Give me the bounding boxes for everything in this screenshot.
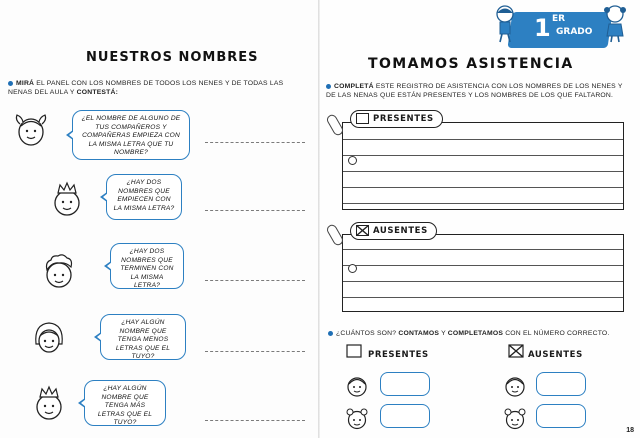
answer-line-4[interactable] — [205, 351, 305, 352]
binder-hole — [348, 264, 357, 273]
answer-line-2[interactable] — [205, 210, 305, 211]
count-absent-label: AUSENTES — [528, 350, 583, 360]
present-boys-count-box[interactable] — [380, 372, 430, 396]
sheet-line — [343, 187, 623, 188]
boy-face-icon — [346, 374, 368, 398]
grade-number: 1 — [534, 14, 551, 42]
answer-line-5[interactable] — [205, 420, 305, 421]
sheet-line — [343, 139, 623, 140]
grade-superscript: ER — [552, 14, 566, 24]
right-instruction: COMPLETÁ ESTE REGISTRO DE ASISTENCIA CON LOS NOMBRES DE LOS NENES Y DE LAS NENAS QUE ESTÁN PRESENTES Y LOS NOMBRES DE LOS QUE FALTARON. — [326, 83, 623, 99]
checkbox-icon — [356, 113, 369, 124]
girl-face-icon — [504, 406, 526, 430]
curly-hair-face-icon — [42, 250, 76, 290]
binder-hole — [348, 156, 357, 165]
right-page — [320, 0, 640, 438]
absent-boys-count-box[interactable] — [536, 372, 586, 396]
sheet-line — [343, 265, 623, 266]
crown-boy-face-icon — [50, 178, 84, 218]
sheet-line — [343, 203, 623, 204]
absent-girls-count-box[interactable] — [536, 404, 586, 428]
bullet-icon — [8, 81, 13, 86]
sheet-line — [343, 171, 623, 172]
question-bubble-5: ¿HAY ALGÚN NOMBRE QUE TENGA MÁS LETRAS QUE EL TUYO? — [84, 380, 166, 426]
cross-mark-icon — [356, 225, 369, 236]
girl-bob-face-icon — [32, 316, 66, 356]
girl-pigtails-face-icon — [14, 108, 48, 148]
girl-mascot-icon — [602, 4, 628, 44]
sheet-line — [343, 297, 623, 298]
left-page-title: NUESTROS NOMBRES — [86, 50, 259, 65]
absent-sheet[interactable] — [342, 234, 624, 312]
answer-line-1[interactable] — [205, 142, 305, 143]
sheet-line — [343, 281, 623, 282]
grade-label: GRADO — [556, 27, 593, 37]
count-instruction: ¿CUÁNTOS SON? CONTAMOS Y COMPLETAMOS CON EL NÚMERO CORRECTO. — [328, 329, 634, 338]
question-bubble-4: ¿HAY ALGÚN NOMBRE QUE TENGA MENOS LETRAS QUE EL TUYO? — [100, 314, 186, 360]
question-bubble-1: ¿EL NOMBRE DE ALGUNO DE TUS COMPAÑEROS Y COMPAÑERAS EMPIEZA CON LA MISMA LETRA QUE TU NOMBRE? — [72, 110, 190, 160]
page-number: 18 — [626, 427, 634, 434]
question-bubble-3: ¿HAY DOS NOMBRES QUE TERMINEN CON LA MISMA LETRA? — [110, 243, 184, 289]
right-page-title: TOMAMOS ASISTENCIA — [368, 56, 574, 72]
boy-mascot-icon — [492, 4, 518, 44]
bullet-icon — [328, 331, 333, 336]
question-bubble-2: ¿HAY DOS NOMBRES QUE EMPIECEN CON LA MISMA LETRA? — [106, 174, 182, 220]
present-checkbox-icon — [346, 344, 362, 358]
present-tab: PRESENTES — [350, 110, 443, 128]
absent-cross-icon — [508, 344, 524, 358]
sheet-line — [343, 155, 623, 156]
present-sheet[interactable] — [342, 122, 624, 210]
answer-line-3[interactable] — [205, 280, 305, 281]
sheet-line — [343, 249, 623, 250]
bullet-icon — [326, 84, 331, 89]
girl-face-icon — [346, 406, 368, 430]
left-instruction: MIRÁ EL PANEL CON LOS NOMBRES DE TODOS LOS NENES Y DE TODAS LAS NENAS DEL AULA Y CONTESTÁ: — [8, 80, 284, 96]
crown-girl-face-icon — [32, 382, 66, 422]
absent-tab: AUSENTES — [350, 222, 437, 240]
count-present-label: PRESENTES — [368, 350, 429, 360]
boy-face-icon — [504, 374, 526, 398]
present-girls-count-box[interactable] — [380, 404, 430, 428]
